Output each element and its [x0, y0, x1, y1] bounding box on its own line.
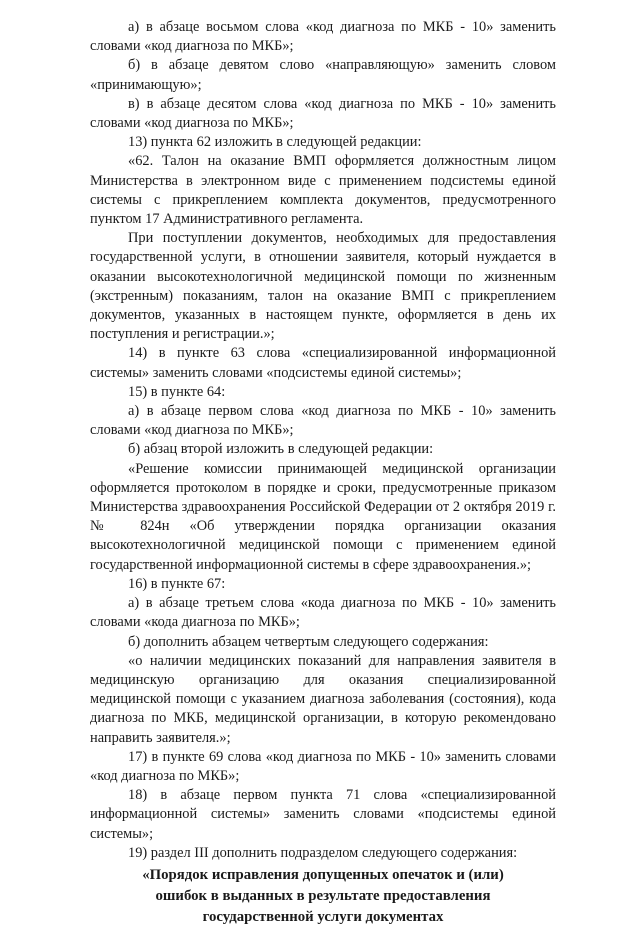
paragraph-15b: б) абзац второй изложить в следующей редакции:: [128, 441, 434, 458]
paragraph-67-indications: «о наличии медицинских показаний для направления заявителя в медицинскую организацию для оказания специализированной медицинской помощи с указанием диагноза заболевания (состояния), кода диагноза по МКБ, медицинской организации, в которую рекомендовано направить заявителя.»;: [90, 652, 556, 746]
section-heading: [90, 865, 556, 928]
paragraph-64-decision: «Решение комиссии принимающей медицинской организации оформляется протоколом в порядке и сроки, предусмотренные приказом Министерства здравоохранения Российской Федерации от 2 октября 2019 г. № 824н «Об утверждении порядка организации оказания высокотехнологичной медицинской помощи с применением единой государственной информационной системы в сфере здравоохранения.»;: [90, 460, 556, 573]
paragraph-16: 16) в пункте 67:: [128, 575, 226, 592]
paragraph-16b: б) дополнить абзацем четвертым следующего содержания:: [128, 633, 489, 650]
paragraph-14: 14) в пункте 63 слова «специализированной информационной системы» заменить словами «подсистемы единой системы»;: [90, 345, 556, 381]
section-heading-line-2: ошибок в выданных в результате предоставления: [155, 887, 491, 904]
paragraph-12a: а) в абзаце восьмом слова «код диагноза по МКБ - 10» заменить словами «код диагноза по МКБ»;: [90, 19, 556, 55]
paragraph-18: 18) в абзаце первом пункта 71 слова «специализированной информационной системы» заменить словами «подсистемы единой системы»;: [90, 787, 556, 842]
paragraph-15: 15) в пункте 64:: [128, 383, 226, 400]
paragraph-62-emergency: При поступлении документов, необходимых для предоставления государственной услуги, в отношении заявителя, который нуждается в оказании высокотехнологичной медицинской помощи по жизненным (экстренным) показаниям, талон на оказание ВМП с прикреплением документов, указанных в настоящем пункте, оформляется в день их поступления и регистрации.»;: [90, 230, 556, 343]
section-heading-line-3: государственной услуги документах: [202, 908, 444, 925]
paragraph-12c: в) в абзаце десятом слова «код диагноза по МКБ - 10» заменить словами «код диагноза по МКБ»;: [90, 95, 556, 132]
paragraph-16a: а) в абзаце третьем слова «кода диагноза по МКБ - 10» заменить словами «кода диагноза по МКБ»;: [90, 595, 556, 631]
document-page: [90, 0, 556, 928]
paragraph-12b: б) в абзаце девятом слово «направляющую» заменить словом «принимающую»;: [90, 57, 556, 93]
section-heading-line-1: «Порядок исправления допущенных опечаток и (или): [142, 866, 504, 883]
paragraph-62-text: «62. Талон на оказание ВМП оформляется должностным лицом Министерства в электронном виде с применением подсистемы единой системы с прикреплением комплекта документов, предусмотренного пунктом 17 Административного регламента.: [90, 153, 556, 228]
paragraph-15a: а) в абзаце первом слова «код диагноза по МКБ - 10» заменить словами «код диагноза по МКБ»;: [90, 403, 556, 439]
paragraph-19: 19) раздел III дополнить подразделом следующего содержания:: [128, 844, 518, 861]
paragraph-13: 13) пункта 62 изложить в следующей редакции:: [128, 134, 422, 151]
paragraph-17: 17) в пункте 69 слова «код диагноза по МКБ - 10» заменить словами «код диагноза по МКБ»;: [90, 748, 556, 784]
